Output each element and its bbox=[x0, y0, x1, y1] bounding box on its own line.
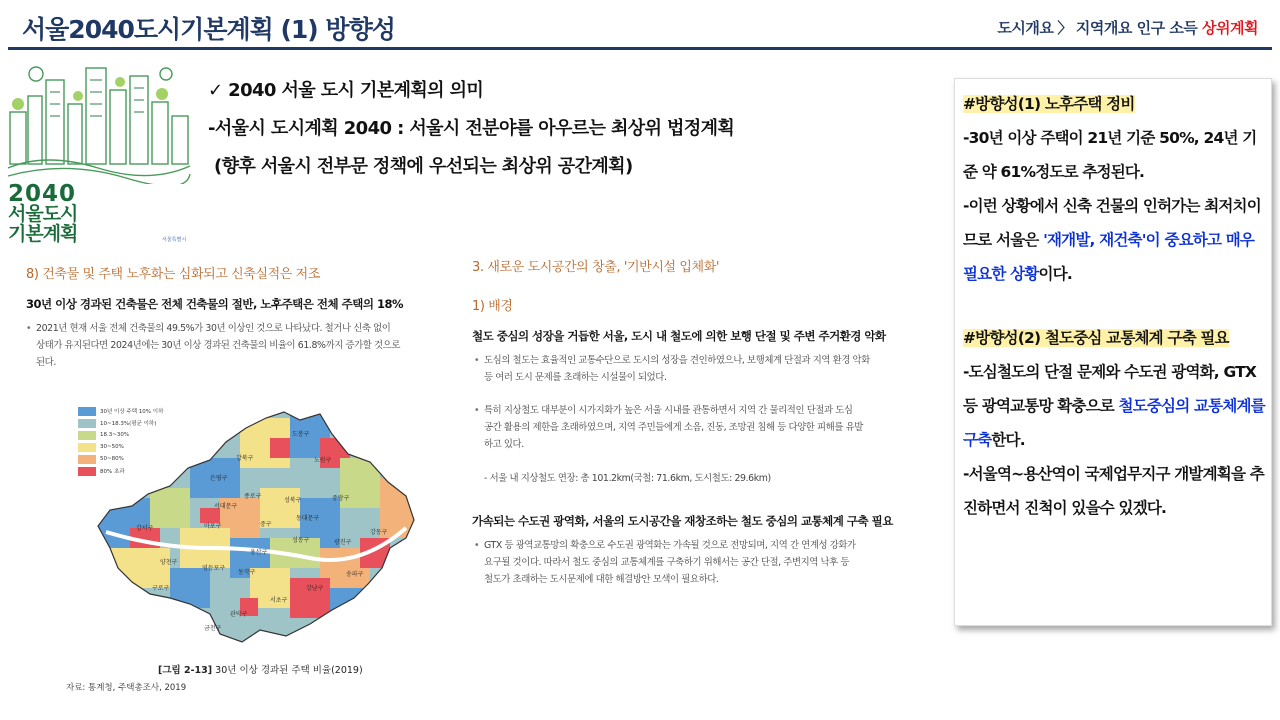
right-doc-paragraph-3: • GTX 등 광역교통망의 확충으로 수도권 광역화는 가속될 것으로 전망되며, 지역 간 연계성 강화가 요구될 것이다. 따라서 철도 중심의 교통체계를 구축하기 위해서는 공간 단절, 주변지역 낙후 등 철도가 초래하는 도시문제에 대한 해결방안 모색이 필요하다. bbox=[474, 537, 950, 588]
right-doc-line: 요구될 것이다. 따라서 철도 중심의 교통체계를 구축하기 위해서는 공간 단절, 주변지역 낙후 등 bbox=[484, 557, 850, 568]
legend-item: 30년 이상 주택 10% 이하 bbox=[78, 405, 163, 417]
right-doc-line: 도심의 철도는 효율적인 교통수단으로 도시의 성장을 견인하였으나, 보행체계 단절과 지역 환경 악화 bbox=[484, 355, 870, 366]
district-label: 강북구 bbox=[236, 455, 254, 462]
legend-item: 18.3~30% bbox=[78, 429, 163, 441]
district-label: 동대문구 bbox=[296, 515, 320, 522]
rail-system-emphasis: 철도중심의 교통체계를 구축 bbox=[963, 397, 1265, 449]
slide-title: 서울2040도시기본계획 (1) 방향성 bbox=[22, 15, 395, 44]
direction-2-heading: #방향성(2) 철도중심 교통체계 구축 필요 bbox=[963, 329, 1229, 347]
caption-text: 30년 이상 경과된 주택 비율(2019) bbox=[215, 665, 363, 676]
legend-item: 50~80% bbox=[78, 453, 163, 465]
left-doc-line: 2021년 현재 서울 전체 건축물의 49.5%가 30년 이상인 것으로 나타났다. 철거나 신축 없이 bbox=[36, 323, 391, 334]
right-doc-bold-2: 가속되는 수도권 광역화, 서울의 도시공간을 재창조하는 철도 중심의 교통체계 구축 필요 bbox=[472, 514, 893, 528]
district-label: 강서구 bbox=[136, 525, 154, 532]
district-label: 중랑구 bbox=[332, 495, 350, 502]
header-divider bbox=[8, 47, 1272, 50]
direction-2-text-1: -도심철도의 단절 문제와 수도권 광역화, GTX 등 광역교통망 확충으로 철도중심의 교통체계를 구축한다. bbox=[963, 363, 1265, 449]
map-legend bbox=[78, 405, 163, 477]
right-doc-railway-length: - 서울 내 지상철도 연장: 총 101.2km(국철: 71.6km, 도시철도: 29.6km) bbox=[484, 473, 771, 484]
summary-panel bbox=[954, 78, 1272, 626]
direction-2-text-2: -서울역~용산역이 국제업무지구 개발계획을 추진하면서 진척이 있을수 있겠다. bbox=[963, 465, 1264, 517]
breadcrumb-item-overview[interactable]: 도시개요 bbox=[997, 19, 1054, 37]
district-label: 관악구 bbox=[230, 611, 248, 618]
district-label: 금천구 bbox=[204, 625, 222, 632]
right-doc-heading: 3. 새로운 도시공간의 창출, '기반시설 입체화' bbox=[472, 260, 720, 275]
district-label: 서초구 bbox=[270, 597, 288, 604]
district-label: 강남구 bbox=[306, 585, 324, 592]
district-label: 종로구 bbox=[244, 493, 262, 500]
right-doc-paragraph-2: • 특히 지상철도 대부분이 시가지화가 높은 서울 시내를 관통하면서 지역 간 물리적인 단절과 도심 공간 활용의 제한을 초래하였으며, 지역 주민들에게 소음, 진동, 조망권 침해 등 다양한 피해를 유발 하고 있다. bbox=[474, 402, 950, 453]
right-doc-line: GTX 등 광역교통망의 확충으로 수도권 광역화는 가속될 것으로 전망되며, 지역 간 연계성 강화가 bbox=[484, 540, 856, 551]
left-doc-line: 된다. bbox=[36, 357, 56, 368]
intro-line-1: ✓ 2040 서울 도시 기본계획의 의미 bbox=[208, 80, 484, 101]
direction-1-text-2: -이런 상황에서 신축 건물의 인허가는 최저치이므로 서울은 '재개발, 재건축'이 중요하고 매우 필요한 상황이다. bbox=[963, 197, 1261, 283]
district-label: 영등포구 bbox=[202, 565, 226, 572]
right-doc-line: 철도가 초래하는 도시문제에 대한 해결방안 모색이 필요하다. bbox=[484, 574, 719, 585]
logo-plan: 기본계획 bbox=[8, 223, 78, 245]
caption-number: [그림 2-13] bbox=[158, 665, 213, 676]
district-label: 도봉구 bbox=[292, 431, 310, 438]
breadcrumb bbox=[997, 17, 1258, 38]
district-label: 서대문구 bbox=[214, 503, 238, 510]
district-label: 양천구 bbox=[160, 559, 178, 566]
breadcrumb-item-region[interactable]: 지역개요 bbox=[1075, 19, 1132, 37]
breadcrumb-item-upper-plan[interactable]: 상위계획 bbox=[1202, 19, 1258, 37]
left-doc-subheading: 30년 이상 경과된 건축물은 전체 건축물의 절반, 노후주택은 전체 주택의 18% bbox=[26, 297, 403, 311]
left-doc-paragraph: • 2021년 현재 서울 전체 건축물의 49.5%가 30년 이상인 것으로 나타났다. 철거나 신축 없이 상태가 유지된다면 2024년에는 30년 이상 경과된 건축물의 비율이 61.8%까지 증가할 것으로 된다. bbox=[26, 320, 462, 371]
district-label: 성동구 bbox=[292, 537, 310, 544]
right-doc-line: 특히 지상철도 대부분이 시가지화가 높은 서울 시내를 관통하면서 지역 간 물리적인 단절과 도심 bbox=[484, 405, 853, 416]
district-label: 광진구 bbox=[334, 539, 352, 546]
left-doc-heading: 8) 건축물 및 주택 노후화는 심화되고 신축실적은 저조 bbox=[26, 267, 320, 282]
redevelopment-emphasis: '재개발, 재건축'이 중요하고 매우 필요한 상황 bbox=[963, 231, 1255, 283]
direction-1-text-1: -30년 이상 주택이 21년 기준 50%, 24년 기준 약 61%정도로 추정된다. bbox=[963, 129, 1257, 181]
breadcrumb-item-income[interactable]: 소득 bbox=[1169, 19, 1198, 37]
right-doc-line: 하고 있다. bbox=[484, 439, 524, 450]
district-label: 송파구 bbox=[346, 571, 364, 578]
slide-header bbox=[0, 0, 1280, 50]
district-label: 강동구 bbox=[370, 529, 388, 536]
district-label: 노원구 bbox=[314, 457, 332, 464]
intro-line-3: (향후 서울시 전부문 정책에 우선되는 최상위 공간계획) bbox=[214, 156, 633, 177]
seoul-city-mark: 서울특별시 bbox=[162, 237, 187, 243]
right-doc-line: 공간 활용의 제한을 초래하였으며, 지역 주민들에게 소음, 진동, 조망권 침해 등 다양한 피해를 유발 bbox=[484, 422, 863, 433]
breadcrumb-item-population[interactable]: 인구 bbox=[1136, 19, 1165, 37]
right-doc-line: 등 여러 도시 문제를 초래하는 시설물이 되었다. bbox=[484, 372, 667, 383]
legend-item: 10~18.3%(평균 이하) bbox=[78, 417, 163, 429]
city-illustration-icon bbox=[6, 56, 192, 184]
district-label: 성북구 bbox=[284, 497, 302, 504]
district-label: 용산구 bbox=[250, 549, 268, 556]
breadcrumb-separator: 〉 bbox=[1057, 19, 1072, 37]
logo-wordmark bbox=[8, 181, 78, 245]
right-doc-bold-1: 철도 중심의 성장을 거듭한 서울, 도시 내 철도에 의한 보행 단절 및 주변 주거환경 악화 bbox=[472, 329, 886, 343]
map-source: 자료: 통계청, 주택총조사, 2019 bbox=[66, 683, 187, 693]
direction-1-heading: #방향성(1) 노후주택 정비 bbox=[963, 95, 1135, 113]
intro-line-2: -서울시 도시계획 2040 : 서울시 전분야를 아우르는 최상위 법정계획 bbox=[208, 118, 735, 139]
legend-item: 30~50% bbox=[78, 441, 163, 453]
legend-item: 80% 초과 bbox=[78, 465, 163, 477]
logo-year: 2040 bbox=[8, 181, 77, 207]
summary-content bbox=[963, 87, 1269, 525]
plan-logo bbox=[6, 56, 192, 250]
left-doc-line: 상태가 유지된다면 2024년에는 30년 이상 경과된 건축물의 비율이 61.8%까지 증가할 것으로 bbox=[36, 340, 400, 351]
map-caption bbox=[158, 662, 363, 676]
district-label: 은평구 bbox=[210, 475, 228, 482]
intro-text bbox=[208, 72, 948, 186]
district-label: 중구 bbox=[260, 521, 272, 528]
right-doc-paragraph-1: • 도심의 철도는 효율적인 교통수단으로 도시의 성장을 견인하였으나, 보행체계 단절과 지역 환경 악화 등 여러 도시 문제를 초래하는 시설물이 되었다. bbox=[474, 352, 950, 386]
right-doc-subheading: 1) 배경 bbox=[472, 299, 513, 314]
district-label: 구로구 bbox=[152, 585, 170, 592]
logo-city: 서울도시 bbox=[8, 203, 78, 225]
district-label: 동작구 bbox=[238, 569, 256, 576]
district-label: 마포구 bbox=[204, 523, 222, 530]
